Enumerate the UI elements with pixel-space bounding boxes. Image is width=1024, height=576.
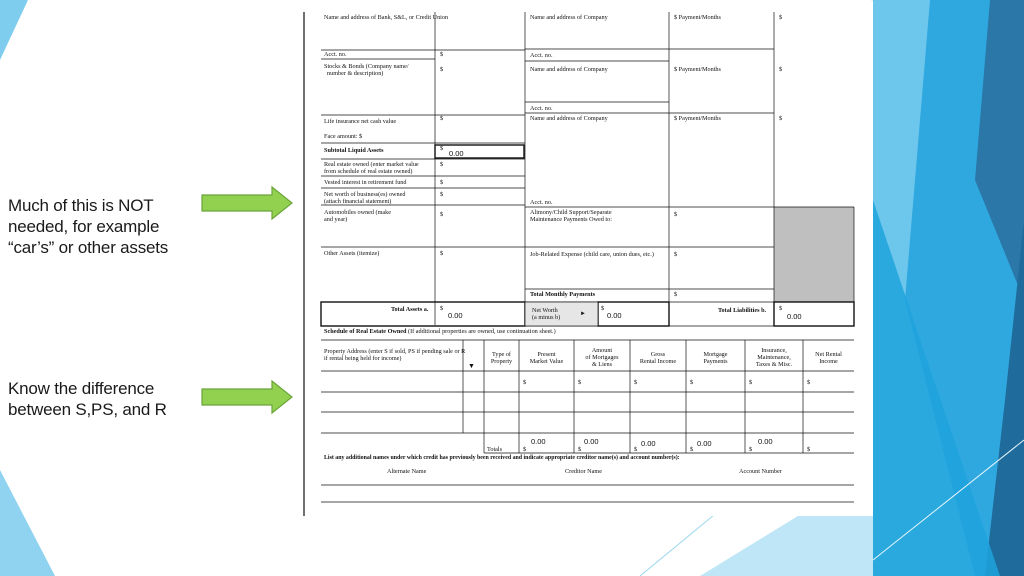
net-worth-field[interactable]: 0.00 <box>607 311 622 320</box>
dollar-sign: $ <box>601 305 605 312</box>
dropdown-arrow-icon[interactable]: ▼ <box>468 362 475 370</box>
note-line: needed, for example <box>8 217 160 236</box>
dollar-sign: $ <box>523 379 527 386</box>
label-face-amount: Face amount: $ <box>324 133 363 140</box>
label-company-name: Name and address of Company <box>530 14 608 21</box>
total-mortgage-payments-field[interactable]: 0.00 <box>697 439 712 448</box>
col-net-rental: Net Rental Income <box>815 351 842 365</box>
dollar-sign: $ <box>440 250 444 257</box>
label-bank-name: Name and address of Bank, S&L, or Credit Union <box>324 14 449 21</box>
label-life-insurance: Life insurance net cash value <box>324 118 397 125</box>
dollar-sign: $ <box>690 446 694 453</box>
label-real-estate: Real estate owned (enter market value from schedule of real estate owned) <box>324 161 419 175</box>
col-gross-rental: Gross Rental Income <box>639 351 677 365</box>
label-vested: Vested interest in retirement fund <box>324 179 407 186</box>
dollar-sign: $ <box>440 191 444 198</box>
label-account-number: Account Number <box>739 468 782 475</box>
total-insurance-field[interactable]: 0.00 <box>758 437 773 446</box>
dollar-sign: $ <box>440 66 444 73</box>
label-acct-no: Acct. no. <box>530 199 553 206</box>
dollar-sign: $ <box>578 379 582 386</box>
label-payment-months: $ Payment/Months <box>674 14 721 21</box>
label-net-worth: Net Worth (a minus b) <box>532 307 561 321</box>
dollar-sign: $ <box>440 179 444 186</box>
label-job-related: Job-Related Expense (child care, union dues, etc.) <box>530 251 654 258</box>
note-line: “car’s” or other assets <box>8 238 169 257</box>
label-creditor-name: Creditor Name <box>565 468 602 475</box>
total-liabilities-field[interactable]: 0.00 <box>787 312 802 321</box>
dollar-sign: $ <box>674 211 678 218</box>
label-payment-months: $ Payment/Months <box>674 115 721 122</box>
dollar-sign: $ <box>807 446 811 453</box>
dollar-sign: $ <box>779 115 783 122</box>
dollar-sign: $ <box>440 115 444 122</box>
dollar-sign: $ <box>674 291 678 298</box>
dollar-sign: $ <box>779 305 783 312</box>
label-alimony: Alimony/Child Support/Separate Maintenance Payments Owed to: <box>530 209 612 223</box>
col-mortgages-liens: Amount of Mortgages & Liens <box>585 347 619 368</box>
arrow-right-icon <box>200 185 294 221</box>
arrow-right-icon <box>200 379 294 415</box>
label-acct-no: Acct. no. <box>324 51 347 58</box>
play-arrow-icon: ► <box>580 311 586 317</box>
col-insurance-taxes: Insurance, Maintenance, Taxes & Misc. <box>755 347 793 368</box>
credit-list-title: List any additional names under which credit has previously been received and indicate appropriate creditor name(s) and account number(s): <box>324 455 680 461</box>
deco-line-bottom <box>640 510 720 576</box>
dollar-sign: $ <box>779 14 783 21</box>
note-line: Know the difference <box>8 379 155 398</box>
deco-left-bottom <box>0 470 55 576</box>
label-subtotal-liquid: Subtotal Liquid Assets <box>324 147 384 154</box>
schedule-title: Schedule of Real Estate Owned (If additional properties are owned, use continuation sheet.) <box>324 328 556 335</box>
dollar-sign: $ <box>749 379 753 386</box>
note-know-difference <box>8 378 167 420</box>
dollar-sign: $ <box>749 446 753 453</box>
dollar-sign: $ <box>634 379 638 386</box>
label-automobiles: Automobiles owned (make and year) <box>324 209 392 223</box>
label-acct-no: Acct. no. <box>530 52 553 59</box>
total-gross-rental-field[interactable]: 0.00 <box>641 439 656 448</box>
dollar-sign: $ <box>440 145 444 152</box>
label-total-liabilities: Total Liabilities b. <box>718 307 767 314</box>
dollar-sign: $ <box>440 161 444 168</box>
label-net-worth-business: Net worth of business(es) owned (attach financial statement) <box>324 191 406 205</box>
dollar-sign: $ <box>440 305 444 312</box>
label-payment-months: $ Payment/Months <box>674 66 721 73</box>
label-other-assets: Other Assets (itemize) <box>324 250 380 257</box>
dollar-sign: $ <box>634 446 638 453</box>
col-mortgage-payments: Mortgage Payments <box>703 351 728 365</box>
subtotal-liquid-field[interactable]: 0.00 <box>449 149 464 158</box>
total-market-value-field[interactable]: 0.00 <box>531 437 546 446</box>
col-type-property: Type of Property <box>490 351 513 365</box>
label-company-name: Name and address of Company <box>530 115 608 122</box>
col-market-value: Present Market Value <box>529 351 564 365</box>
dollar-sign: $ <box>578 446 582 453</box>
assets-liabilities-form <box>303 12 873 516</box>
note-line: between S,PS, and R <box>8 400 167 419</box>
label-stocks: Stocks & Bonds (Company name/ number & description) <box>324 63 409 77</box>
label-company-name: Name and address of Company <box>530 66 608 73</box>
dollar-sign: $ <box>690 379 694 386</box>
deco-left-top <box>0 0 28 60</box>
label-acct-no: Acct. no. <box>530 105 553 112</box>
total-assets-field[interactable]: 0.00 <box>448 311 463 320</box>
dollar-sign: $ <box>674 251 678 258</box>
note-not-needed <box>8 195 168 258</box>
label-totals: Totals <box>487 446 503 453</box>
label-property-address: Property Address (enter S if sold, PS if pending sale or R if rental being held for income) <box>324 348 466 362</box>
total-mortgages-field[interactable]: 0.00 <box>584 437 599 446</box>
dollar-sign: $ <box>523 446 527 453</box>
label-total-assets: Total Assets a. <box>391 306 429 313</box>
label-alternate-name: Alternate Name <box>387 468 427 475</box>
note-line: Much of this is NOT <box>8 196 154 215</box>
dollar-sign: $ <box>440 211 444 218</box>
dollar-sign: $ <box>779 66 783 73</box>
dollar-sign: $ <box>807 379 811 386</box>
label-total-monthly: Total Monthly Payments <box>530 291 596 298</box>
dollar-sign: $ <box>440 51 444 58</box>
